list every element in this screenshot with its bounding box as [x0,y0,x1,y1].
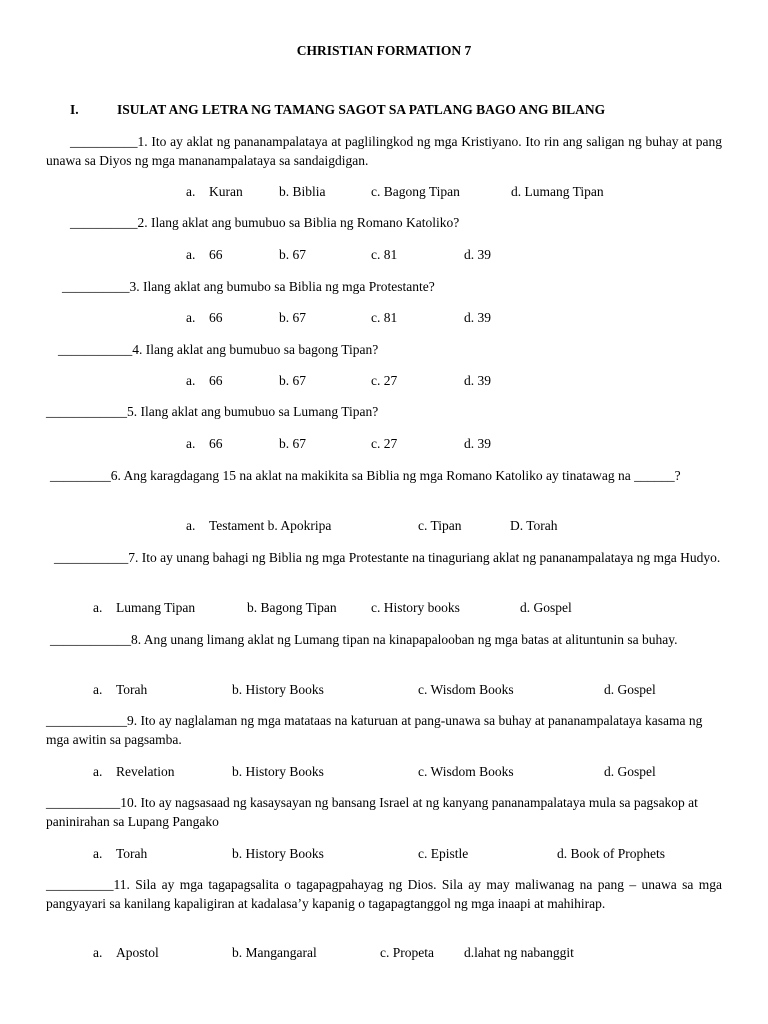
choice-c: c. 81 [371,247,398,262]
answer-blank: ____________ [46,404,127,419]
answer-blank: _________ [50,468,111,483]
question-2 [70,213,746,232]
choice-a: 66 [209,310,223,325]
answer-blank: ___________ [58,342,133,357]
choice-c: c. Tipan [418,518,462,533]
question-9 [46,711,722,749]
choice-a: 66 [209,247,223,262]
choice-marker: a. [93,764,103,779]
choice-d: d.lahat ng nabanggit [464,945,574,960]
choice-d: d. 39 [464,310,491,325]
question-7 [46,548,722,567]
choice-b: b. Mangangaral [232,945,317,960]
choice-c: c. Wisdom Books [418,682,514,697]
answer-blank: __________ [70,215,138,230]
choice-b: b. Bagong Tipan [247,600,337,615]
question-5 [46,402,722,421]
choice-c: c. Wisdom Books [418,764,514,779]
choice-marker: a. [93,846,103,861]
answer-blank: __________ [70,134,138,149]
choice-d: d. Gospel [604,764,656,779]
question-8 [46,630,722,649]
choice-b: b. History Books [232,846,324,861]
question-text: 2. Ilang aklat ang bumubuo sa Biblia ng Romano Katoliko? [137,215,460,230]
answer-blank: ___________ [46,795,121,810]
choice-d: d. Gospel [604,682,656,697]
choice-a: Torah [116,682,148,697]
choice-d: d. 39 [464,373,491,388]
answer-blank: __________ [62,279,130,294]
question-4 [58,340,734,359]
choice-a: Apostol [116,945,159,960]
choice-marker: a. [186,310,196,325]
choice-d: d. Gospel [520,600,572,615]
question-11 [46,875,722,913]
question-text: 10. Ito ay nagsasaad ng kasaysayan ng bansang Israel at ng kanyang pananampalataya mula sa pagsakop at paninirahan sa Lupang Pangako [46,795,698,829]
choice-marker: a. [93,600,103,615]
question-text: 3. Ilang aklat ang bumubo sa Biblia ng mga Protestante? [129,279,435,294]
section-number: I. [70,102,79,117]
choice-b: b. 67 [279,436,306,451]
choice-a: Revelation [116,764,175,779]
question-1 [46,132,722,170]
choice-c: c. 81 [371,310,398,325]
choice-b: b. Biblia [279,184,326,199]
answer-blank: ____________ [46,713,127,728]
question-text: 4. Ilang aklat ang bumubuo sa bagong Tipan? [132,342,379,357]
choice-d: D. Torah [510,518,558,533]
choice-c: c. 27 [371,436,398,451]
question-6 [46,466,722,485]
choice-c: c. Epistle [418,846,469,861]
answer-blank: __________ [46,877,114,892]
choice-a: Lumang Tipan [116,600,196,615]
choice-a: 66 [209,373,223,388]
choice-c: c. 27 [371,373,398,388]
choice-d: d. 39 [464,436,491,451]
choice-a: Torah [116,846,148,861]
choice-a-b: Testament b. Apokripa [209,518,332,533]
choice-d: d. Book of Prophets [557,846,665,861]
choice-c: c. Propeta [380,945,434,960]
choice-b: b. 67 [279,310,306,325]
choice-marker: a. [186,247,196,262]
choice-b: b. History Books [232,764,324,779]
choice-c: c. Bagong Tipan [371,184,460,199]
choice-marker: a. [93,682,103,697]
question-text: 11. Sila ay mga tagapagsalita o tagapagpahayag ng Dios. Sila ay may maliwanag na pang – unawa sa mga pangyayari sa kanilang kapaligiran at kadalasa’y kapanig o tagapagtanggol ng mga inaapi at mahihirap. [46,877,722,911]
page-title: CHRISTIAN FORMATION 7 [296,43,472,58]
choice-b: b. History Books [232,682,324,697]
question-text: 9. Ito ay naglalaman ng mga matataas na katuruan at pang-unawa sa buhay at pananampalataya kasama ng mga awitin sa pagsamba. [46,713,703,747]
question-text: 8. Ang unang limang aklat ng Lumang tipan na kinapapalooban ng mga batas at alituntunin sa buhay. [131,632,678,647]
question-text: 1. Ito ay aklat ng pananampalataya at paglilingkod ng mga Kristiyano. Ito rin ang saligan ng buhay at pang unawa sa Diyos ng mga mananampalataya sa sandaigdigan. [46,134,722,168]
choice-marker: a. [186,518,196,533]
section-heading [70,102,605,118]
choice-c: c. History books [371,600,460,615]
question-text: 5. Ilang aklat ang bumubuo sa Lumang Tipan? [127,404,379,419]
choice-marker: a. [93,945,103,960]
question-10 [46,793,722,831]
choice-marker: a. [186,184,196,199]
answer-blank: ____________ [50,632,131,647]
choice-a: Kuran [209,184,243,199]
choice-marker: a. [186,373,196,388]
choice-b: b. 67 [279,247,306,262]
choice-d: d. Lumang Tipan [511,184,604,199]
choice-marker: a. [186,436,196,451]
question-3 [62,277,738,296]
question-text: 6. Ang karagdagang 15 na aklat na makikita sa Biblia ng mga Romano Katoliko ay tinatawag na ______? [110,468,681,483]
choice-d: d. 39 [464,247,491,262]
choice-a: 66 [209,436,223,451]
question-text: 7. Ito ay unang bahagi ng Biblia ng mga Protestante na tinaguriang aklat ng pananampalataya ng mga Hudyo. [128,550,721,565]
section-instruction: ISULAT ANG LETRA NG TAMANG SAGOT SA PATLANG BAGO ANG BILANG [117,102,606,117]
choice-b: b. 67 [279,373,306,388]
answer-blank: ___________ [54,550,129,565]
